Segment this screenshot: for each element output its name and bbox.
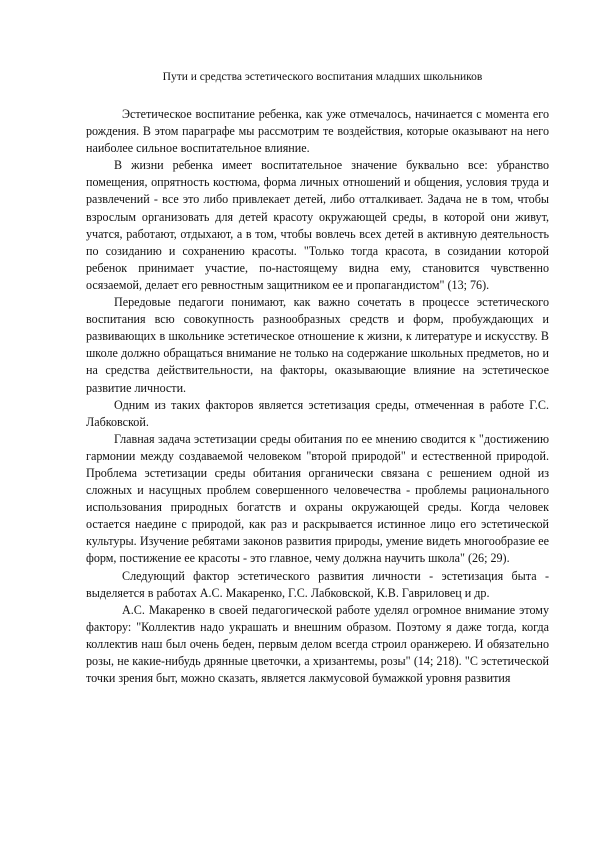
paragraph-4: Одним из таких факторов является эстетизация среды, отмеченная в работе Г.С. Лабковской. [86, 397, 549, 429]
paragraph-7: А.С. Макаренко в своей педагогической работе уделял огромное внимание этому фактору: "Коллектив надо украшать и внешним образом. Поэтому я даже тогда, когда коллектив наш был очень беден, первым делом всегда строил оранжерею. И обязательно розы, не какие-нибудь дрянные цветочки, а хризантемы, розы" (14; 218). "С эстетической точки зрения быт, можно сказать, является лакмусовой бумажкой уровня развития [86, 602, 549, 686]
paragraph-6: Следующий фактор эстетического развития личности - эстетизация быта - выделяется в работах А.С. Макаренко, Г.С. Лабковской, К.В. Гавриловец и др. [86, 568, 549, 600]
document-title: Пути и средства эстетического воспитания младших школьников [162, 71, 483, 83]
paragraph-3: Передовые педагоги понимают, как важно сочетать в процессе эстетического воспитания всю совокупность разнообразных средств и форм, пробуждающих и развивающих в школьнике эстетическое отношение к жизни, к литературе и искусству. В школе должно обращаться внимание не только на содержание школьных предметов, но и на средства действительности, на факторы, оказывающие влияние на эстетическое развитие личности. [86, 295, 549, 395]
paragraph-1: Эстетическое воспитание ребенка, как уже отмечалось, начинается с момента его рождения. В этом параграфе мы рассмотрим те воздействия, которые оказывают на него наиболее сильное воспитательное влияние. [86, 107, 549, 156]
paragraph-5: Главная задача эстетизации среды обитания по ее мнению сводится к "достижению гармонии между создаваемой человеком "второй природой" и естественной природой. Проблема эстетизации среды обитания органически связана с решением одной из сложных и насущных проблем совершенного человечества - проблемы рационального использования природных богатств и охраны окружающей среды. Когда человек остается наедине с природой, как раз и раскрывается истинное лицо его эстетической культуры. Изучение ребятами законов развития природы, умение видеть многообразие ее форм, постижение ее красоты - это главное, чему должна научить школа" (26; 29). [86, 431, 549, 566]
paragraph-2: В жизни ребенка имеет воспитательное значение буквально все: убранство помещения, опрятность костюма, форма личных отношений и общения, условия труда и развлечений - все это либо привлекает детей, либо отталкивает. Задача не в том, чтобы взрослым организовать для детей красоту окружающей среды, в которой они живут, учатся, работают, отдыхают, а в том, чтобы вовлечь всех детей в активную деятельность по созиданию и сохранению красоты. "Только тогда красота, в созидании которой ребенок принимает участие, по-настоящему видна ему, становится чувственно осязаемой, делает его ревностным защитником ее и пропагандистом" (13; 76). [86, 158, 549, 292]
